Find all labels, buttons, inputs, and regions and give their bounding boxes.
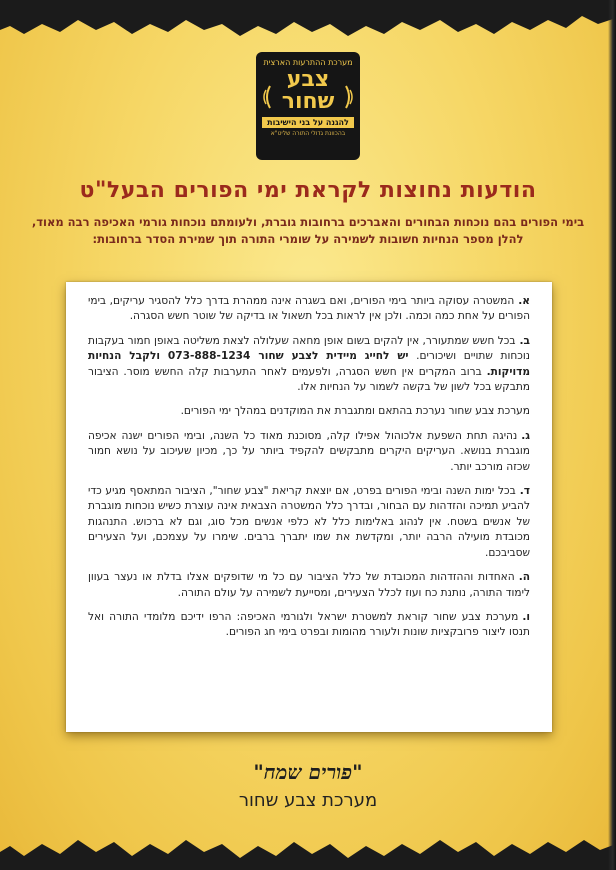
notice-text: מערכת צבע שחור קוראת למשטרת ישראל ולגורמי האכיפה: הרפו ידיכם מלומדי התורה ואל תנסו ליצור פרובקציות שונות ולעורר מהומות ובפרט בימי חג הפורים. xyxy=(88,610,530,639)
purim-greeting: "פורים שמח" xyxy=(253,760,363,784)
intro-paragraph: בימי הפורים בהם נוכחות הבחורים והאברכים ברחובות גוברת, ולעומתם נוכחות גורמי האכיפה רבה מאוד, להלן מספר הנחיות חשובות לשמירה על שומרי התורה תוך שמירת הסדר ברחובות: xyxy=(31,215,585,246)
notice-letter: ג. xyxy=(521,429,530,442)
logo-word-shachor: שחור xyxy=(281,89,335,114)
notice-text-continued: ברוב המקרים אין חשש הסגרה, ולפעמים לאחר התערבות קלה החשש מוסר. הציבור מתבקש בכל לשון של בקשה לשמור על הנחיות אלו. xyxy=(88,365,530,394)
notice-text: בכל חשש שמתעורר, אין להקים בשום אופן מחאה שעלולה לצאת משליטה באופן חמור בעקבות נוכחות שתויים ושיכורים. xyxy=(88,334,530,363)
notice-item-d xyxy=(88,484,530,561)
notices-list xyxy=(88,294,530,650)
notice-letter: ב. xyxy=(519,334,530,347)
notice-item-b xyxy=(88,334,530,396)
logo-top-line: מערכת ההתרעות הארצית xyxy=(263,58,353,67)
notices-card xyxy=(66,282,552,732)
logo-tagline-bar: להגנה על בני הישיבות xyxy=(262,117,354,128)
torn-paper-top-edge xyxy=(0,0,616,42)
organization-logo xyxy=(256,52,360,160)
notice-text: האחדות וההזדהות המכובדת של כלל הציבור עם כל מי שדופקים אצלו בדלת או נעצר בעוון לימוד התורה, נותנת כח ועוז לכלל הצעירים, ומסייעת לשמירה על עולם התורה. xyxy=(88,571,530,599)
signature: מערכת צבע שחור xyxy=(238,790,378,811)
notice-item-a xyxy=(88,294,530,325)
sound-wave-left-icon xyxy=(262,84,272,110)
right-border-shadow xyxy=(608,0,616,870)
notice-letter: א. xyxy=(518,295,530,307)
notice-item-g xyxy=(88,429,530,475)
hotline-instruction: יש לחייג מיידית לצבע שחור 073-888-1234 ולקבל הנחיות מדויקות. xyxy=(88,350,530,378)
notice-letter: ו. xyxy=(522,610,530,623)
notice-text: בכל ימות השנה ובימי הפורים בפרט, אם יוצאת קריאת "צבע שחור", הציבור המתאסף מגיע כדי להביע תמיכה והזדהות עם הבחור, ובדרך כלל המשטרה הצבאית אינה עוצרת כשיש נוכחות מוגברת של אנשים בשטח. אין לנהוג באלימות כלל לא כלפי אנשים מכל סוג, וגם לא ברכוש. התנהגות מכובדת מועילה הרבה יותר, ומקדשת את שמו יתברך ברבים. שימרו על עצמכם, ועל הצעירים שסביבכם. xyxy=(88,485,530,559)
notice-item-h xyxy=(88,570,530,601)
logo-subline: בהכוונת גדולי התורה שליט"א xyxy=(270,130,346,137)
notice-letter: ה. xyxy=(518,571,530,584)
torn-paper-bottom-edge xyxy=(0,830,616,870)
notice-letter: ד. xyxy=(519,485,530,498)
page-title: הודעות נחוצות לקראת ימי הפורים הבעל"ט xyxy=(79,178,537,203)
notice-text: נהיגה תחת השפעת אלכוהול אפילו קלה, מסוכנת מאוד כל השנה, ובימי הפורים ישנה אכיפה מוגברת בנושא. העריקים היקרים מתבקשים להקפיד ביותר על כך, מכיון שעיכוב על נושא חמור שכזה מורכב יותר. xyxy=(88,429,530,473)
sound-wave-right-icon xyxy=(344,84,354,110)
notice-text: המשטרה עסוקה ביותר בימי הפורים, ואם בשגרה אינה ממהרת בדרך כלל להסגיר עריקים, בימי הפורים על אחת כמה וכמה. ולכן אין לראות בכל תשאול או בדיקה של שוטר חשש הסגרה. xyxy=(88,295,530,323)
notice-item-v xyxy=(88,610,530,641)
notice-text: מערכת צבע שחור נערכת בהתאם ומתגברת את המוקדנים במהלך ימי הפורים. xyxy=(180,405,530,418)
logo-word-tzeva: צבע xyxy=(286,67,330,92)
notice-item-system-note xyxy=(88,404,530,419)
